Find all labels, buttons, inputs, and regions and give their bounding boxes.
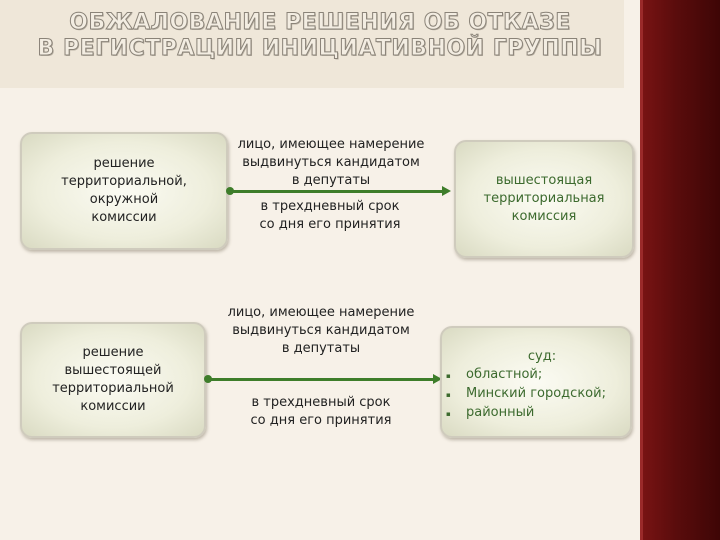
row1-who-line-2: выдвинуться кандидатом [242, 155, 420, 170]
row2-source-line-2: вышестоящей [64, 363, 162, 378]
row2-source-box [20, 322, 206, 438]
title-line-2: В РЕГИСТРАЦИИ ИНИЦИАТИВНОЙ ГРУППЫ [37, 36, 603, 61]
decorative-side-band [640, 0, 720, 540]
row1-source-line-2: территориальной, [61, 174, 187, 189]
row2-who-line-2: выдвинуться кандидатом [232, 323, 410, 338]
title-line-1: ОБЖАЛОВАНИЕ РЕШЕНИЯ ОБ ОТКАЗЕ [69, 10, 571, 35]
row2-who-line-1: лицо, имеющее намерение [227, 305, 415, 320]
row1-arrow-line [230, 190, 443, 193]
square-bullet-icon: ▪ [446, 391, 451, 399]
row1-source-box [20, 132, 228, 250]
court-list-item [446, 385, 606, 404]
row2-who-line-3: в депутаты [281, 341, 361, 356]
title-panel [0, 0, 624, 88]
court-list-item [446, 366, 606, 385]
row1-target-line-2: территориальная [483, 191, 605, 206]
row2-source-line-3: территориальной [52, 381, 174, 396]
page-title [20, 10, 620, 62]
row1-source-line-4: комиссии [91, 210, 157, 225]
row2-source-line-1: решение [82, 345, 144, 360]
row1-arrow-head [442, 186, 451, 196]
row2-term-line-1: в трехдневный срок [251, 395, 391, 410]
row2-arrow-line [208, 378, 434, 381]
row2-term-line-2: со дня его принятия [250, 413, 392, 428]
row2-who-label [218, 304, 424, 358]
court-item-label: областной; [466, 367, 543, 382]
row2-target-box [440, 326, 632, 438]
square-bullet-icon: ▪ [446, 372, 451, 380]
court-list [446, 366, 606, 423]
row2-source-line-4: комиссии [80, 399, 146, 414]
row1-term-line-1: в трехдневный срок [260, 199, 400, 214]
court-heading: суд: [527, 349, 557, 364]
row1-term-line-2: со дня его принятия [259, 217, 401, 232]
row1-target-box [454, 140, 634, 258]
row1-source-line-3: окружной [89, 192, 159, 207]
row1-term-label [230, 198, 430, 234]
row1-source-line-1: решение [93, 156, 155, 171]
row1-who-line-1: лицо, имеющее намерение [237, 137, 425, 152]
row1-target-line-1: вышестоящая [495, 173, 593, 188]
row2-term-label [218, 394, 424, 430]
square-bullet-icon: ▪ [446, 410, 451, 418]
row1-who-line-3: в депутаты [291, 173, 371, 188]
court-item-label: Минский городской; [466, 386, 606, 401]
court-item-label: районный [466, 405, 535, 420]
row1-target-line-3: комиссия [511, 209, 577, 224]
row1-who-label [228, 136, 434, 190]
court-list-item [446, 404, 606, 423]
